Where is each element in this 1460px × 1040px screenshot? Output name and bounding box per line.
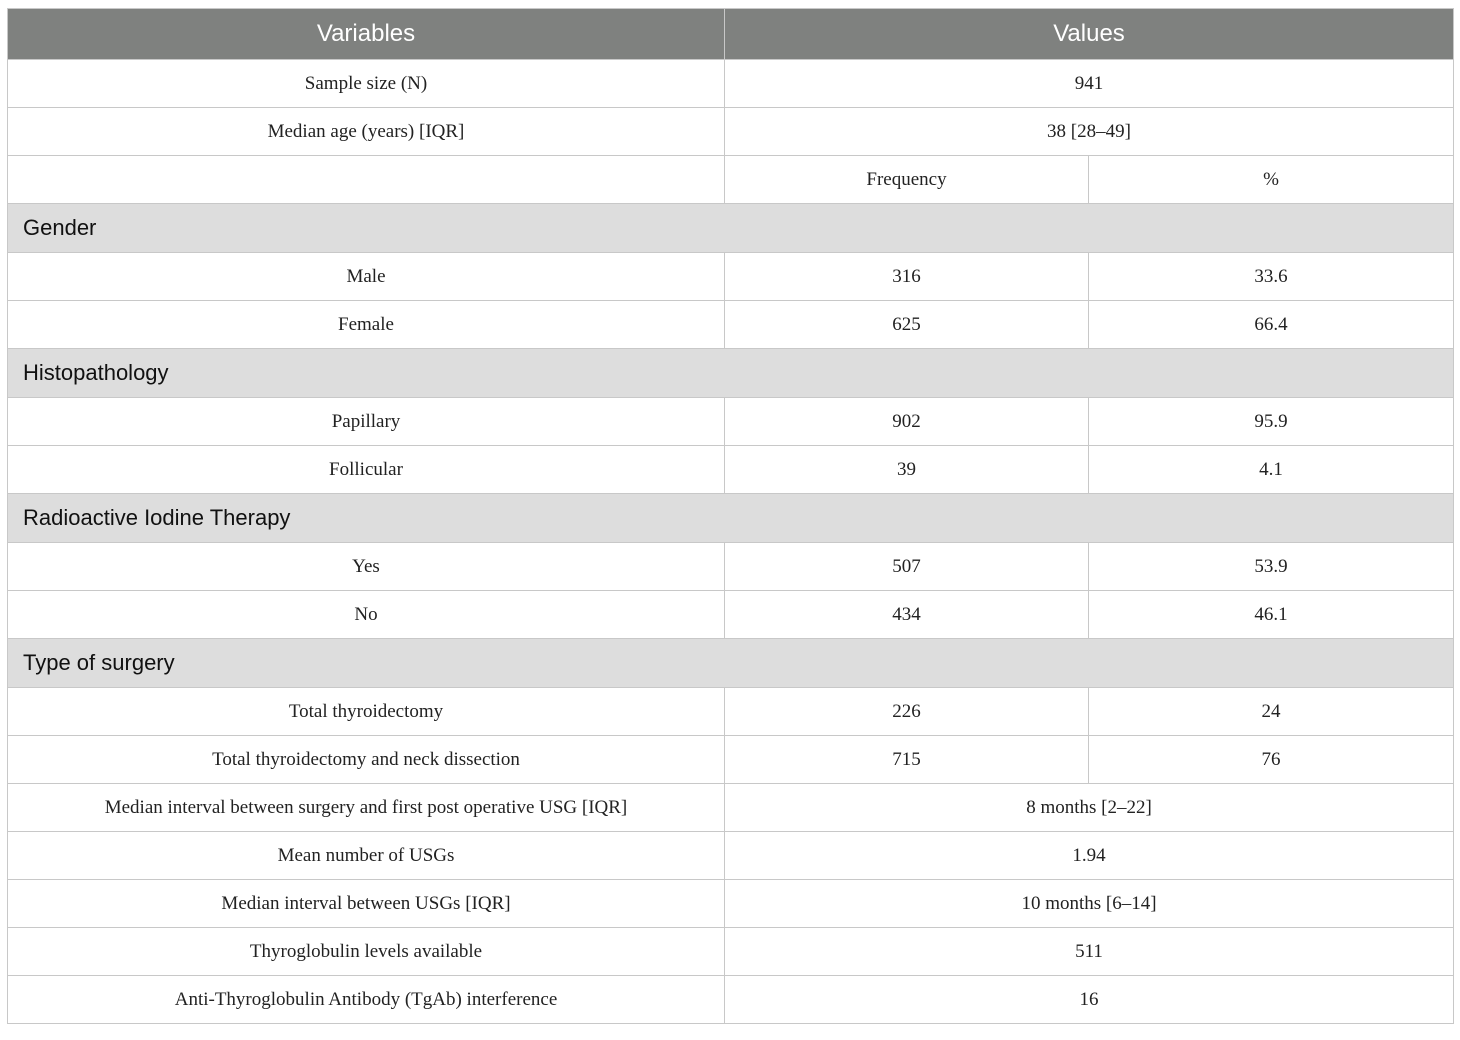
row-label: Median interval between surgery and first post operative USG [IQR] [8, 784, 725, 832]
row-value: 8 months [2–22] [725, 784, 1454, 832]
subheader-row [8, 156, 1454, 204]
row-percent: 95.9 [1089, 398, 1454, 446]
subheader-frequency: Frequency [725, 156, 1089, 204]
header-values: Values [725, 9, 1454, 60]
row-percent: 76 [1089, 736, 1454, 784]
row-frequency: 316 [725, 253, 1089, 301]
row-label: Total thyroidectomy [8, 688, 725, 736]
row-label: Mean number of USGs [8, 832, 725, 880]
table-row [8, 976, 1454, 1024]
row-percent: 24 [1089, 688, 1454, 736]
row-value: 1.94 [725, 832, 1454, 880]
table-row [8, 832, 1454, 880]
row-frequency: 226 [725, 688, 1089, 736]
section-row-histopathology [8, 349, 1454, 398]
row-label: Follicular [8, 446, 725, 494]
row-frequency: 715 [725, 736, 1089, 784]
section-title: Radioactive Iodine Therapy [8, 494, 1454, 543]
row-percent: 4.1 [1089, 446, 1454, 494]
row-value: 38 [28–49] [725, 108, 1454, 156]
table-row [8, 543, 1454, 591]
table-row [8, 591, 1454, 639]
row-value: 941 [725, 60, 1454, 108]
row-label: Median age (years) [IQR] [8, 108, 725, 156]
row-percent: 46.1 [1089, 591, 1454, 639]
row-label: Total thyroidectomy and neck dissection [8, 736, 725, 784]
header-variables: Variables [8, 9, 725, 60]
section-row-radioactive-iodine [8, 494, 1454, 543]
row-frequency: 434 [725, 591, 1089, 639]
section-row-gender [8, 204, 1454, 253]
subheader-blank [8, 156, 725, 204]
table-row [8, 60, 1454, 108]
row-label: Papillary [8, 398, 725, 446]
table-row [8, 688, 1454, 736]
section-title: Type of surgery [8, 639, 1454, 688]
row-percent: 53.9 [1089, 543, 1454, 591]
table-row [8, 301, 1454, 349]
row-label: Female [8, 301, 725, 349]
row-value: 10 months [6–14] [725, 880, 1454, 928]
row-label: Yes [8, 543, 725, 591]
row-frequency: 507 [725, 543, 1089, 591]
table-row [8, 108, 1454, 156]
section-title: Gender [8, 204, 1454, 253]
row-label: Anti-Thyroglobulin Antibody (TgAb) interference [8, 976, 725, 1024]
row-label: Median interval between USGs [IQR] [8, 880, 725, 928]
row-value: 16 [725, 976, 1454, 1024]
section-title: Histopathology [8, 349, 1454, 398]
header-row [8, 9, 1454, 60]
table-row [8, 253, 1454, 301]
table-row [8, 736, 1454, 784]
row-frequency: 625 [725, 301, 1089, 349]
row-frequency: 902 [725, 398, 1089, 446]
row-value: 511 [725, 928, 1454, 976]
table-row [8, 880, 1454, 928]
table-row [8, 928, 1454, 976]
table-row [8, 784, 1454, 832]
row-label: Thyroglobulin levels available [8, 928, 725, 976]
row-label: Sample size (N) [8, 60, 725, 108]
row-label: No [8, 591, 725, 639]
table-row [8, 446, 1454, 494]
row-frequency: 39 [725, 446, 1089, 494]
row-percent: 66.4 [1089, 301, 1454, 349]
table-row [8, 398, 1454, 446]
characteristics-table [7, 8, 1454, 1024]
row-percent: 33.6 [1089, 253, 1454, 301]
row-label: Male [8, 253, 725, 301]
section-row-surgery-type [8, 639, 1454, 688]
subheader-percent: % [1089, 156, 1454, 204]
